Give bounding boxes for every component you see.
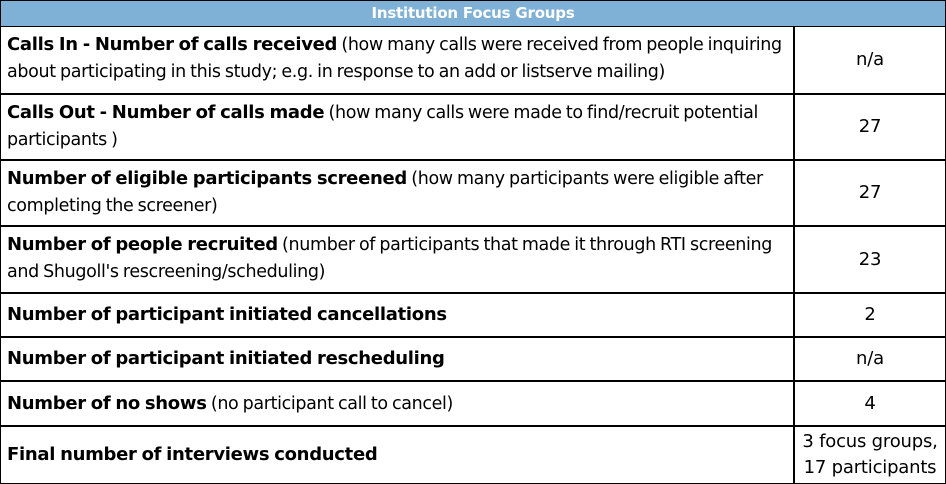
row-label-cell	[1, 294, 795, 336]
row-label-cell	[1, 27, 795, 93]
row-value: 2	[864, 304, 876, 325]
row-value: 23	[858, 248, 882, 270]
row-value: 27	[858, 116, 882, 137]
row-label-cell	[1, 227, 795, 292]
row-value: 4	[864, 392, 876, 414]
table-row-calls-in	[1, 27, 945, 95]
row-label-note: (how many calls were made to find/recruit potential participants )	[7, 103, 758, 150]
row-value: n/a	[856, 348, 884, 369]
row-value	[795, 427, 945, 483]
row-label-note: (how many calls were received from people inquiring about participating in this study; e.g. in response to an add or listserve mailing)	[7, 35, 782, 82]
row-label-bold: Calls In - Number of calls received	[7, 34, 338, 55]
row-label-bold: Number of people recruited	[7, 234, 278, 255]
table-row-calls-out	[1, 95, 945, 161]
row-value: 27	[858, 182, 882, 203]
row-label-bold: Number of no shows	[7, 392, 207, 414]
row-value-line-2: 17 participants	[803, 457, 937, 478]
table-row-final-interviews	[1, 427, 945, 483]
table-row-eligible-screened	[1, 161, 945, 227]
row-label-cell	[1, 338, 795, 380]
row-label-note: (no participant call to cancel)	[206, 393, 454, 414]
row-label-bold: Calls Out - Number of calls made	[7, 102, 325, 123]
table-title: Institution Focus Groups	[1, 1, 945, 27]
row-label-bold: Number of eligible participants screened	[7, 168, 408, 189]
row-label-bold: Number of participant initiated rescheduling	[7, 348, 445, 369]
row-label-bold: Number of participant initiated cancellations	[7, 304, 447, 325]
row-label-cell	[1, 382, 795, 425]
table-row-rescheduling	[1, 338, 945, 382]
row-label-cell	[1, 161, 795, 225]
row-label-note: (number of participants that made it through RTI screening and Shugoll's rescreening/scheduling)	[7, 235, 773, 282]
table-row-people-recruited	[1, 227, 945, 294]
table-row-no-shows	[1, 382, 945, 427]
row-label-cell	[1, 95, 795, 159]
row-value-line-1: 3 focus groups,	[802, 431, 938, 452]
row-value: n/a	[856, 49, 884, 70]
row-label-cell	[1, 427, 795, 483]
row-label-bold: Final number of interviews conducted	[7, 444, 378, 465]
table-row-cancellations	[1, 294, 945, 338]
row-label-note: (how many participants were eligible after completing the screener)	[7, 169, 763, 216]
